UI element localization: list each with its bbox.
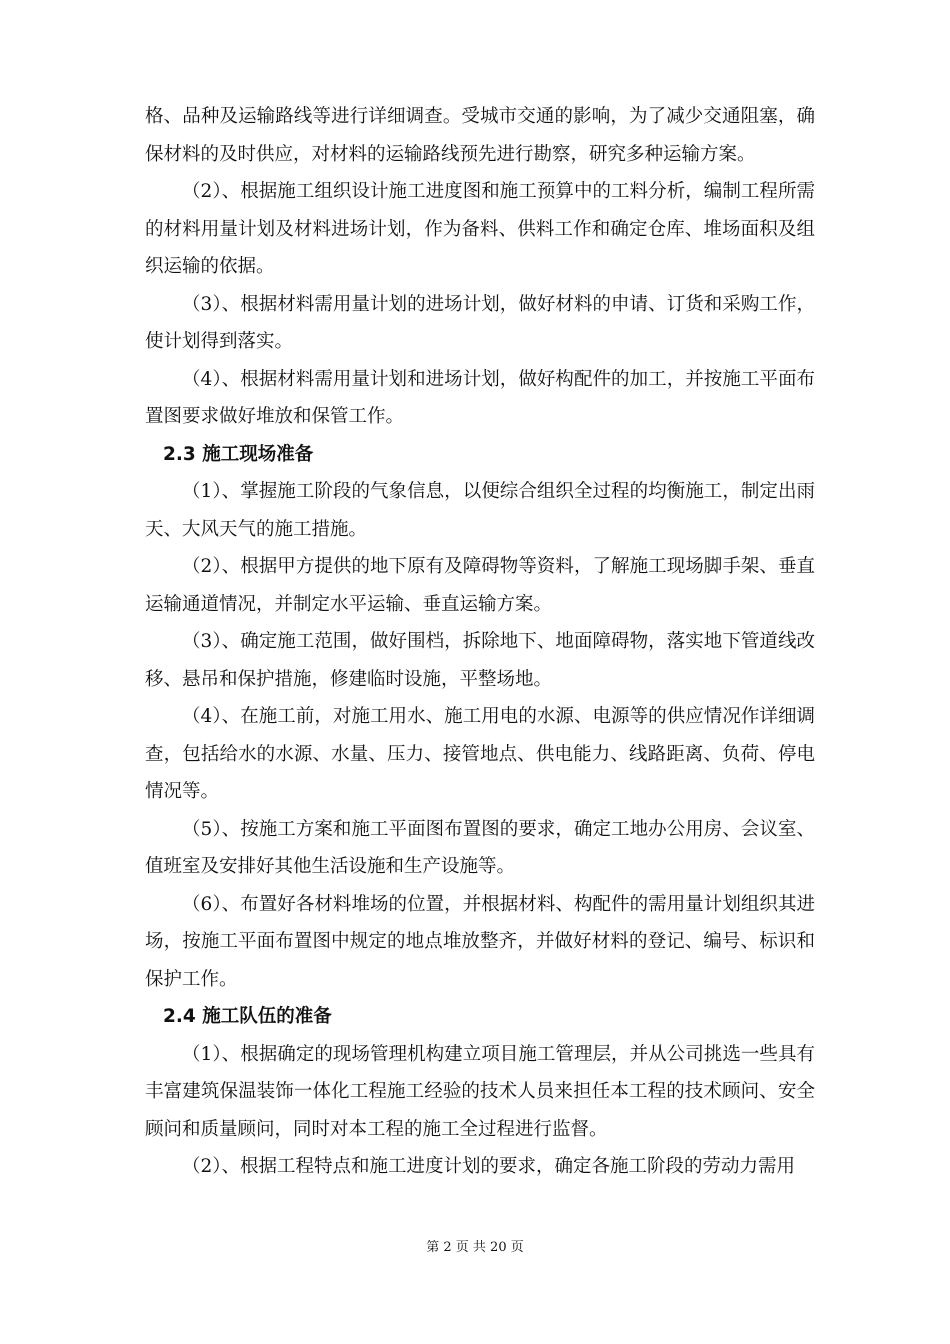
page-number-footer: 第 2 页 共 20 页 (426, 1240, 524, 1255)
paragraph-site-2: （2）、根据甲方提供的地下原有及障碍物等资料，了解施工现场脚手架、垂直运输通道情况，并制定水平运输、垂直运输方案。 (145, 556, 815, 615)
paragraph-site-1: （1）、掌握施工阶段的气象信息，以便综合组织全过程的均衡施工，制定出雨天、大风天气的施工措施。 (145, 481, 815, 540)
paragraph-item-3: （3）、根据材料需用量计划的进场计划，做好材料的申请、订货和采购工作，使计划得到落实。 (145, 293, 815, 352)
paragraph-site-5: （5）、按施工方案和施工平面图布置图的要求，确定工地办公用房、会议室、值班室及安排好其他生活设施和生产设施等。 (145, 818, 815, 877)
paragraph-item-2: （2）、根据施工组织设计施工进度图和施工预算中的工料分析，编制工程所需的材料用量计划及材料进场计划，作为备料、供料工作和确定仓库、堆场面积及组织运输的依据。 (145, 181, 815, 277)
section-heading-2-4: 2.4 施工队伍的准备 (163, 1006, 332, 1027)
paragraph-site-6: （6）、布置好各材料堆场的位置，并根据材料、构配件的需用量计划组织其进场，按施工平面布置图中规定的地点堆放整齐，并做好材料的登记、编号、标识和保护工作。 (145, 893, 815, 990)
paragraph-team-2: （2）、根据工程特点和施工进度计划的要求，确定各施工阶段的劳动力需用 (182, 1156, 796, 1177)
paragraph-team-1: （1）、根据确定的现场管理机构建立项目施工管理层，并从公司挑选一些具有丰富建筑保温装饰一体化工程施工经验的技术人员来担任本工程的技术顾问、安全顾问和质量顾问，同时对本工程的施工全过程进行监督。 (145, 1043, 815, 1140)
paragraph-continuation: 格、品种及运输路线等进行详细调查。受城市交通的影响，为了减少交通阻塞，确保材料的及时供应，对材料的运输路线预先进行勘察，研究多种运输方案。 (145, 106, 815, 165)
paragraph-site-4: （4）、在施工前，对施工用水、施工用电的水源、电源等的供应情况作详细调查，包括给水的水源、水量、压力、接管地点、供电能力、线路距离、负荷、停电情况等。 (145, 706, 815, 802)
paragraph-item-4: （4）、根据材料需用量计划和进场计划，做好构配件的加工，并按施工平面布置图要求做好堆放和保管工作。 (145, 368, 815, 427)
section-heading-2-3: 2.3 施工现场准备 (163, 443, 314, 465)
paragraph-site-3: （3）、确定施工范围，做好围档，拆除地下、地面障碍物，落实地下管道线改移、悬吊和保护措施，修建临时设施，平整场地。 (145, 631, 815, 690)
document-body (145, 98, 815, 1186)
